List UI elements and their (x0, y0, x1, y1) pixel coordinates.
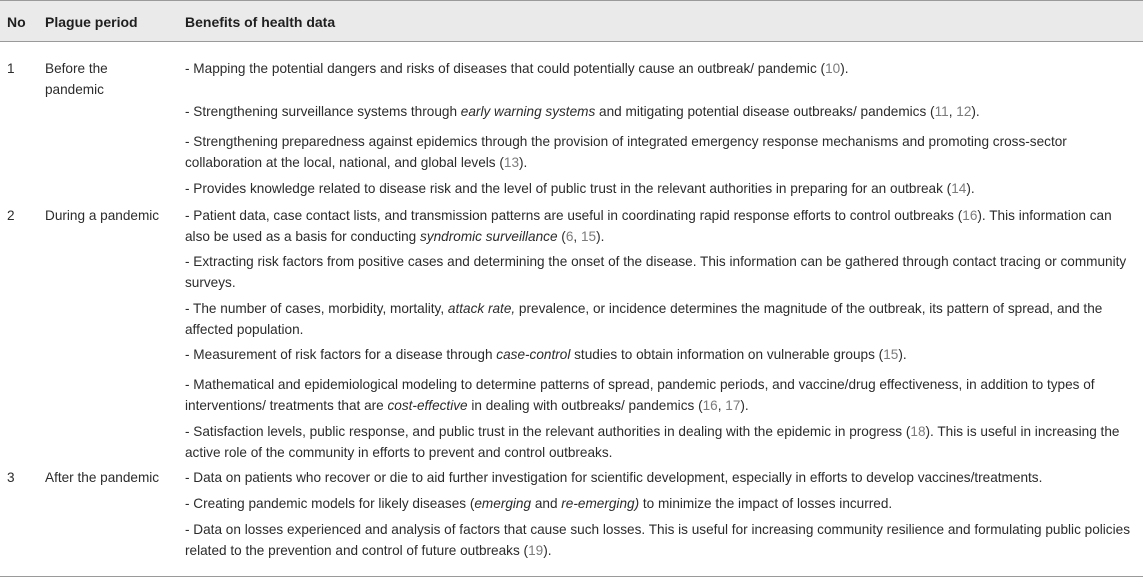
italic-term: re-emerging) (561, 496, 640, 511)
citation-ref[interactable]: 13 (503, 155, 520, 170)
italic-term: cost-effective (387, 398, 468, 413)
citation-ref[interactable]: 16 (702, 398, 718, 413)
citation-ref[interactable]: 12 (956, 104, 972, 119)
citation-ref[interactable]: 16 (962, 208, 978, 223)
italic-term: case-control (496, 347, 571, 362)
benefit-item: - The number of cases, morbidity, mortality, attack rate, prevalence, or incidence determines the magnitude of the outbreak, its pattern of spread, and the affected population. (185, 301, 1103, 337)
italic-term: early warning systems (460, 104, 596, 119)
benefit-item: - Strengthening surveillance systems through early warning systems and mitigating potential disease outbreaks/ pandemics (11, 12). (185, 104, 980, 119)
benefit-item: - Creating pandemic models for likely diseases (emerging and re-emerging) to minimize the impact of losses incurred. (185, 496, 893, 511)
citation-ref[interactable]: 14 (951, 181, 967, 196)
citation-ref[interactable]: 17 (725, 398, 741, 413)
benefit-item: - Data on patients who recover or die to aid further investigation for scientific development, especially in efforts to develop vaccines/treatments. (185, 470, 1043, 485)
benefit-item: - Satisfaction levels, public response, and public trust in the relevant authorities in dealing with the epidemic in progress (18). This is useful in increasing the active role of the community in efforts to prevent and control outbreaks. (185, 424, 1120, 460)
citation-ref[interactable]: 15 (883, 347, 899, 362)
header-plague-period: Plague period (45, 14, 138, 30)
citation-ref[interactable]: 6 (565, 229, 574, 244)
benefit-item: - Strengthening preparedness against epidemics through the provision of integrated emergency response mechanisms and promoting cross-sector collaboration at the local, national, and global levels (13). (185, 134, 1067, 170)
italic-term: attack rate, (447, 301, 516, 316)
benefit-item: - Measurement of risk factors for a disease through case-control studies to obtain information on vulnerable groups (15). (185, 347, 907, 362)
citation-ref[interactable]: 11 (934, 104, 949, 119)
header-benefits: Benefits of health data (185, 14, 336, 30)
benefit-item: - Provides knowledge related to disease risk and the level of public trust in the relevant authorities in preparing for an outbreak (14). (185, 181, 975, 196)
benefit-item: - Patient data, case contact lists, and transmission patterns are useful in coordinating rapid response efforts to control outbreaks (16). This information can also be used as a basis for conducting syndromic surveillance (6, 15). (185, 208, 1112, 244)
row-2-period: During a pandemic (45, 208, 160, 223)
row-1-period: Before the pandemic (45, 61, 108, 97)
italic-term: emerging (474, 496, 532, 511)
citation-ref[interactable]: 19 (528, 543, 544, 558)
benefit-item: - Mapping the potential dangers and risks of diseases that could potentially cause an outbreak/ pandemic (10). (185, 61, 849, 76)
table-header (0, 0, 1143, 42)
citation-ref[interactable]: 10 (825, 61, 841, 76)
header-no: No (7, 14, 26, 30)
row-2-no: 2 (7, 208, 15, 223)
row-3-period: After the pandemic (45, 470, 160, 485)
benefit-item: - Extracting risk factors from positive cases and determining the onset of the disease. This information can be gathered through contact tracing or community surveys. (185, 254, 1127, 290)
benefit-item: - Mathematical and epidemiological modeling to determine patterns of spread, pandemic periods, and vaccine/drug effectiveness, in addition to types of interventions/ treatments that are cost-effective in dealing with outbreaks/ pandemics (16, 17). (185, 377, 1095, 413)
citation-ref[interactable]: 15 (580, 229, 597, 244)
row-1-no: 1 (7, 61, 15, 76)
citation-ref[interactable]: 18 (910, 424, 926, 439)
italic-term: syndromic surveillance (420, 229, 558, 244)
benefit-item: - Data on losses experienced and analysis of factors that cause such losses. This is useful for increasing community resilience and formulating public policies related to the prevention and control of future outbreaks (19). (185, 522, 1130, 558)
row-3-no: 3 (7, 470, 15, 485)
table-bottom-rule (0, 576, 1143, 577)
